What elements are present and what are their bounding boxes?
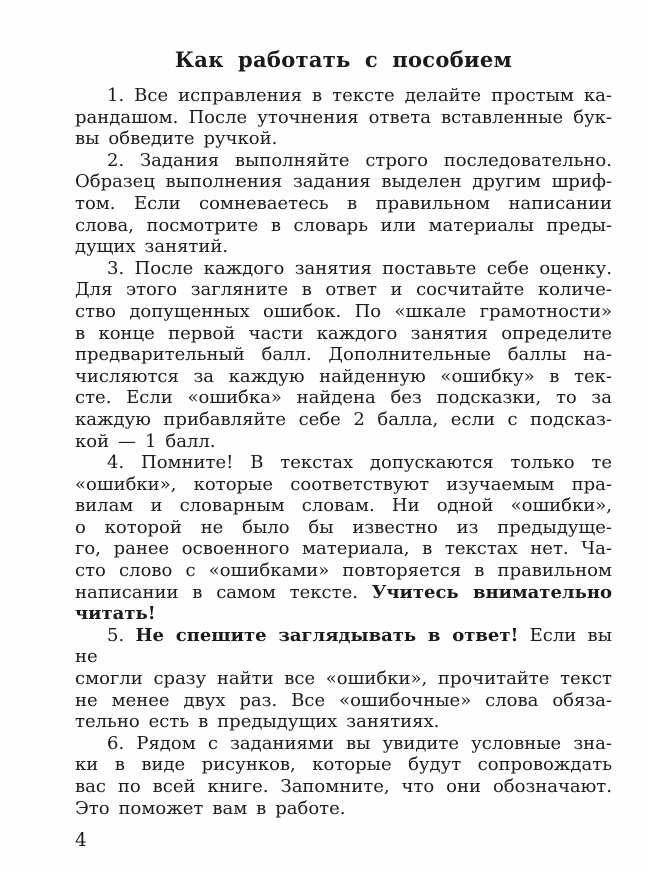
text-line [75,85,612,107]
text-segment: го, ранее освоенного материала, в текстах нет. Ча- [75,538,612,560]
text-line [75,690,612,712]
text-segment: ки в виде рисунков, которые будут сопровождать [75,754,612,776]
text-line [75,582,612,604]
text-segment: в конце первой части каждого занятия определите [75,322,612,344]
body-text [75,85,612,819]
text-segment: рандашом. После уточнения ответа вставленные бук- [75,106,612,128]
text-segment: 3. После каждого занятия поставьте себе оценку. [107,257,612,279]
text-segment: Для этого загляните в ответ и сосчитайте количе- [75,279,612,301]
text-line [75,344,612,366]
text-segment: каждую прибавляйте себе 2 балла, если с подсказ- [75,408,612,430]
page-number: 4 [75,830,87,852]
text-segment: 2. Задания выполняйте строго последовательно. [107,149,612,171]
text-line [75,560,612,582]
text-line [75,366,612,388]
text-line [75,668,612,690]
text-segment: 1. Все исправления в тексте делайте простым ка- [107,85,612,106]
text-line [75,625,612,668]
text-segment: не менее двух раз. Все «ошибочные» слова обяза- [75,689,612,711]
text-line [75,474,612,496]
text-line [75,754,612,776]
text-line [75,798,612,820]
text-segment: 5. [107,624,136,646]
bold-text: Не спешите заглядывать в ответ! [135,624,519,646]
text-line [75,171,612,193]
text-line [75,495,612,517]
paragraph [75,85,612,150]
text-segment: о которой не было бы известно из предыдуще- [75,516,612,538]
text-line [75,215,612,237]
text-segment: тельно есть в предыдущих занятиях. [75,711,440,733]
text-line [75,733,612,755]
text-segment: ство допущенных ошибок. По «шкале грамотности» [75,300,612,322]
text-segment: слова, посмотрите в словарь или материалы преды- [75,214,612,236]
page-title: Как работать с пособием [174,47,513,72]
text-segment: 4. Помните! В текстах допускаются только те [107,452,612,474]
text-line [75,452,612,474]
text-line [75,431,612,453]
text-segment: вилам и словарным словам. Ни одной «ошибки», [75,495,612,517]
text-segment: Если вы не [75,624,613,668]
text-line [75,776,612,798]
text-segment: предварительный балл. Дополнительные баллы на- [75,344,612,366]
paragraph [75,452,612,625]
text-line [75,236,612,258]
text-line [75,323,612,345]
text-segment: вас по всей книге. Запомните, что они обозначают. [75,776,612,797]
text-segment: сте. Если «ошибка» найдена без подсказки, то за [75,387,612,409]
paragraph [75,733,612,819]
text-segment: кой — 1 балл. [75,430,216,452]
text-line [75,128,612,150]
text-line [75,301,612,323]
text-line [75,603,612,625]
text-segment: написании в самом тексте. [75,581,372,603]
bold-text: читать! [75,603,156,625]
paragraph [75,258,612,452]
text-segment: Это поможет вам в работе. [75,797,346,819]
text-segment: Образец выполнения задания выделен другим шриф- [75,171,612,193]
text-line [75,538,612,560]
text-segment: 6. Рядом с заданиями вы увидите условные зна- [107,732,612,754]
text-segment: смогли сразу найти все «ошибки», прочитайте текст [75,668,612,690]
text-line [75,258,612,280]
text-segment: сто слово с «ошибками» повторяется в правильном [75,560,612,582]
paragraph [75,150,612,258]
text-line [75,711,612,733]
text-line [75,409,612,431]
paragraph [75,625,612,733]
text-line [75,107,612,129]
text-segment: дущих занятий. [75,236,229,258]
text-segment: том. Если сомневаетесь в правильном написании [75,192,612,214]
bold-text: Учитесь внимательно [371,581,613,603]
text-segment: «ошибки», которые соответствуют изучаемым пра- [75,473,612,495]
text-line [75,387,612,409]
text-segment: числяются за каждую найденную «ошибку» в тек- [75,365,612,387]
text-line [75,193,612,215]
text-segment: вы обведите ручкой. [75,128,278,150]
text-line [75,150,612,172]
text-line [75,517,612,539]
text-line [75,279,612,301]
